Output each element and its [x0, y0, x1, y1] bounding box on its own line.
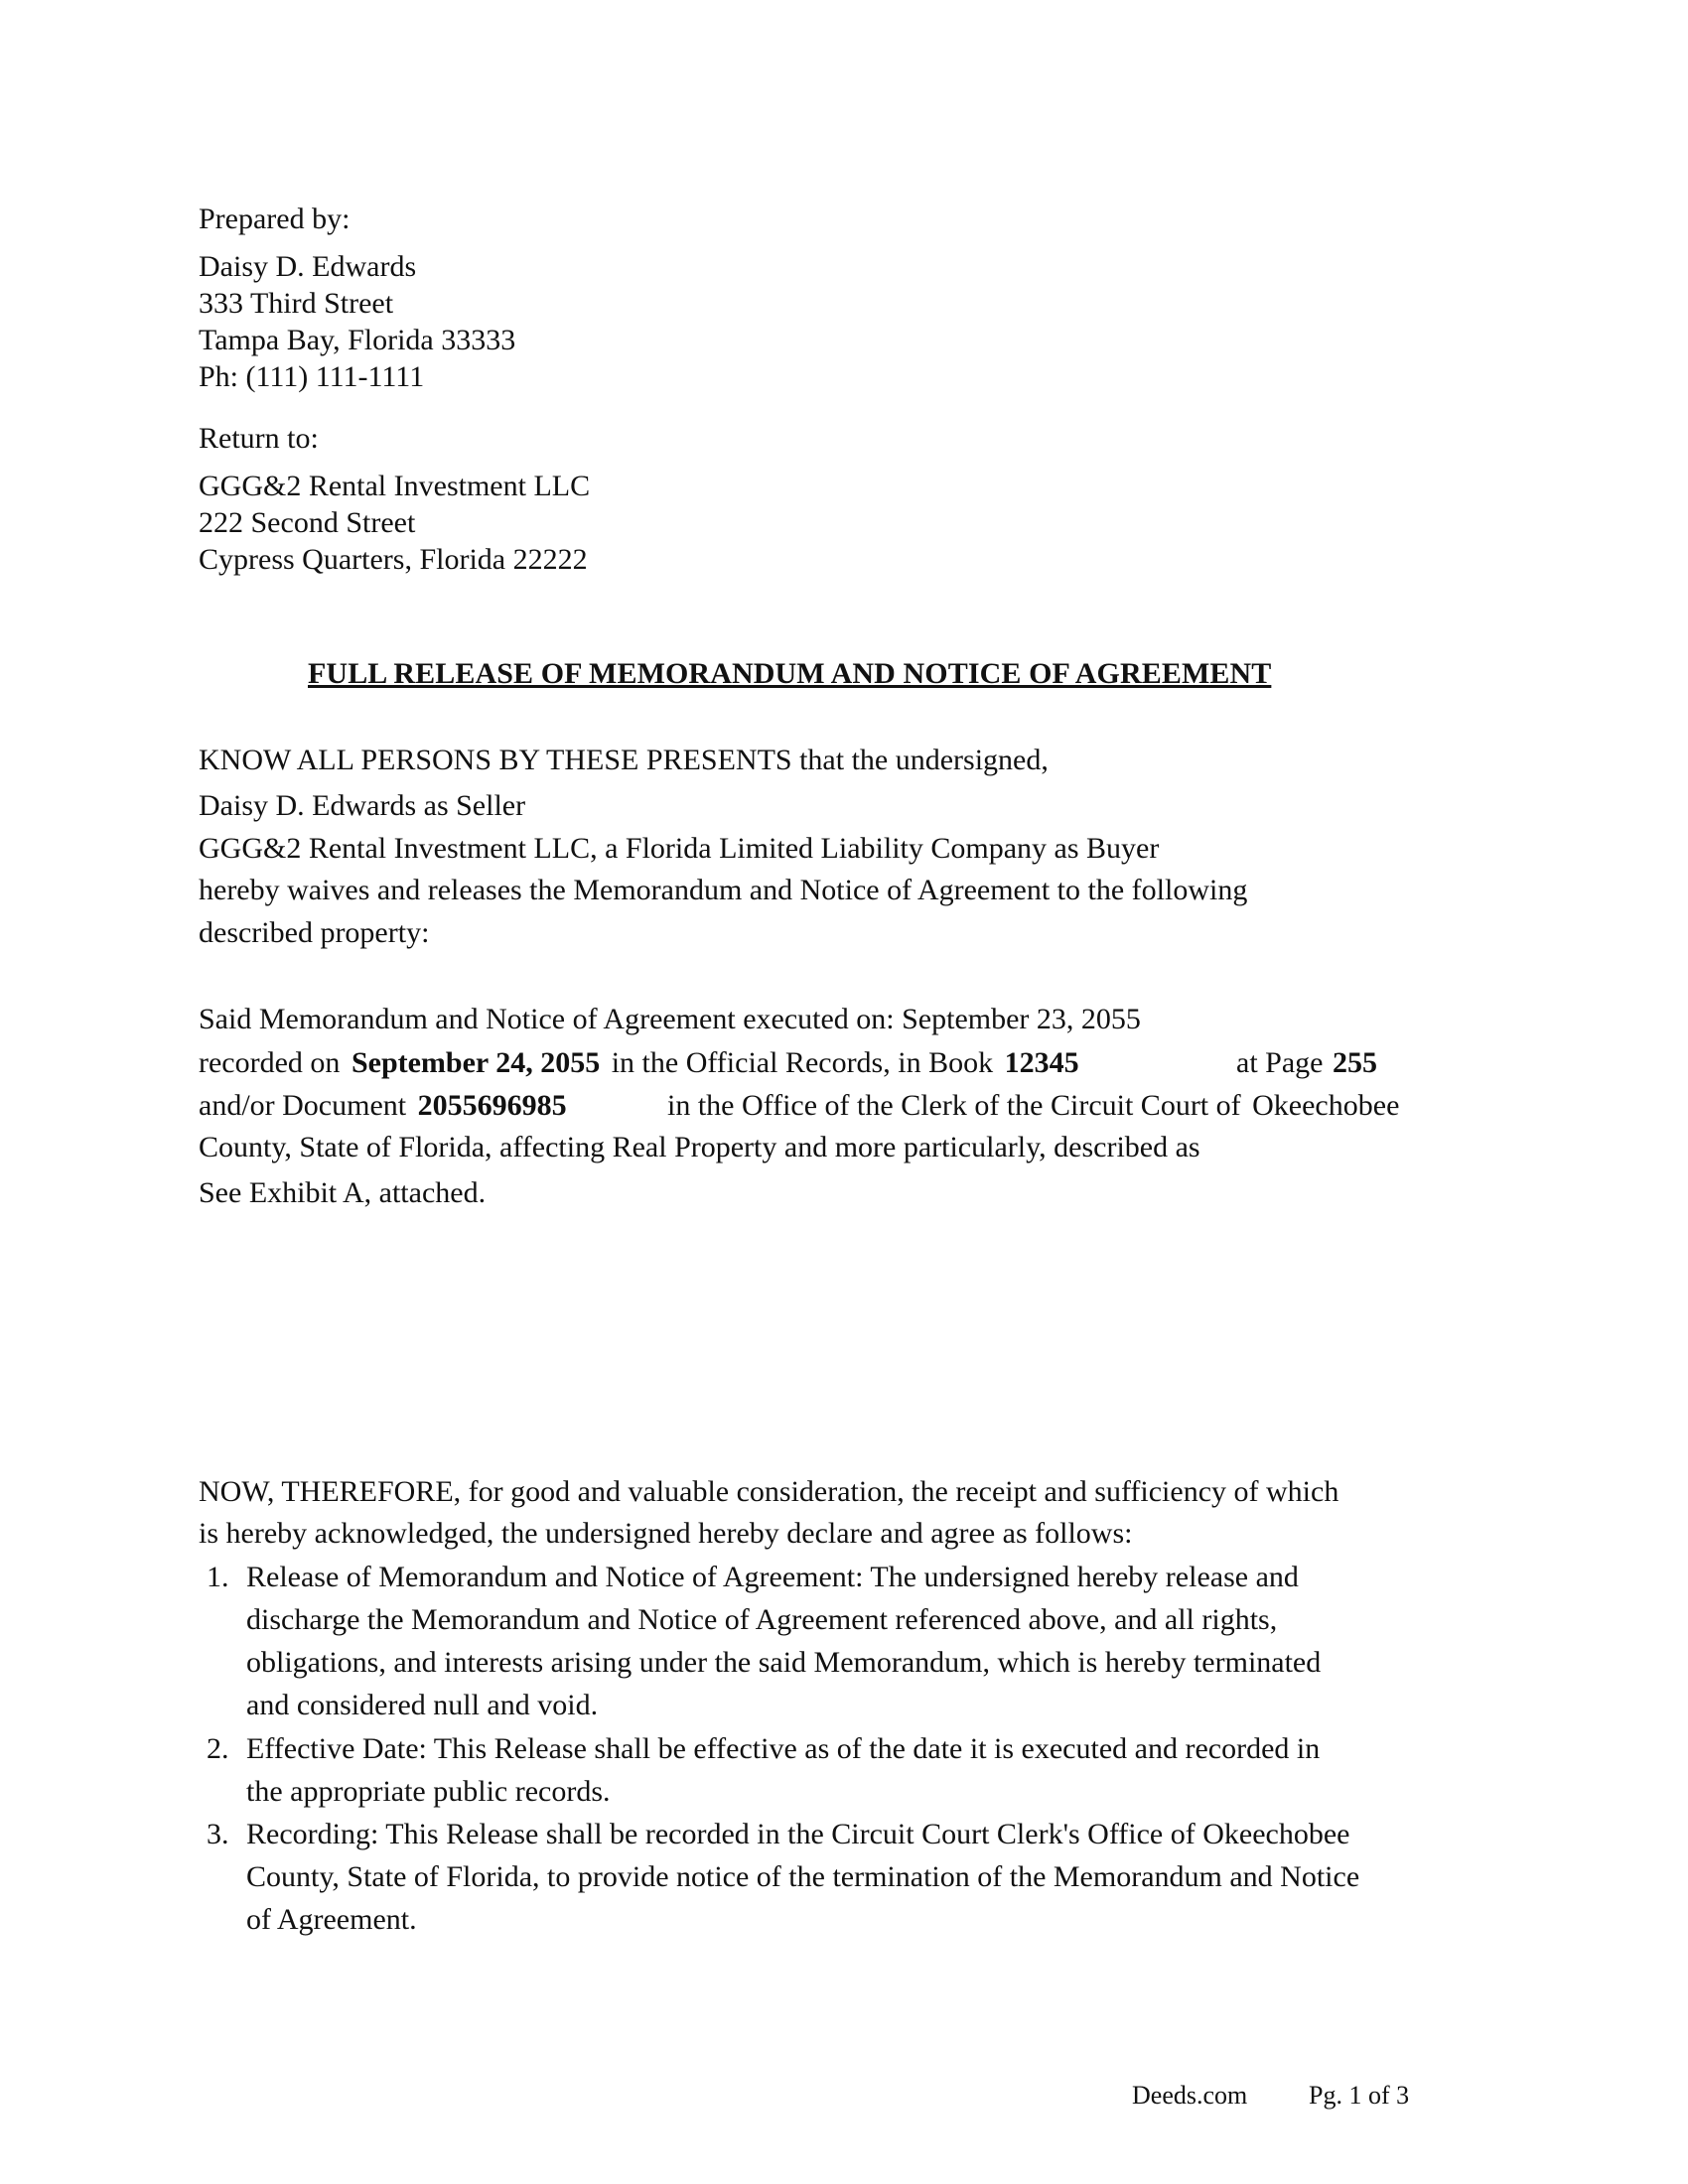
return-street: 222 Second Street [199, 506, 416, 539]
return-name: GGG&2 Rental Investment LLC [199, 470, 591, 502]
list-item-line: and considered null and void. [246, 1689, 599, 1721]
page-ref [1236, 1048, 1377, 1078]
document-number: 2055696985 [417, 1089, 567, 1122]
preparer-street: 333 Third Street [199, 287, 394, 320]
page-label: at Page [1236, 1046, 1324, 1079]
list-item-line: Effective Date: This Release shall be effective as of the date it is executed and recorded in [246, 1732, 1321, 1765]
list-item-line: discharge the Memorandum and Notice of Agreement referenced above, and all rights, [246, 1603, 1278, 1636]
list-item-number: 2. [207, 1732, 229, 1765]
preparer-name: Daisy D. Edwards [199, 250, 417, 283]
intro-line-3: GGG&2 Rental Investment LLC, a Florida Limited Liability Company as Buyer [199, 832, 1160, 865]
document-prefix: and/or Document [199, 1089, 407, 1122]
intro-line-2: Daisy D. Edwards as Seller [199, 789, 526, 822]
list-item-line: obligations, and interests arising under the said Memorandum, which is hereby terminated [246, 1646, 1322, 1679]
recorded-mid: in the Official Records, in Book [611, 1046, 994, 1079]
list-item-number: 1. [207, 1561, 229, 1593]
list-item-line: of Agreement. [246, 1903, 417, 1936]
document-suffix: in the Office of the Clerk of the Circuit Court of [667, 1089, 1241, 1122]
book-number: 12345 [1004, 1046, 1079, 1079]
consideration-line-2: is hereby acknowledged, the undersigned hereby declare and agree as follows: [199, 1517, 1133, 1550]
county-name: Okeechobee [1252, 1089, 1400, 1122]
list-item-number: 3. [207, 1818, 229, 1850]
footer-site: Deeds.com [1132, 2081, 1248, 2110]
intro-line-5: described property: [199, 916, 430, 949]
document-title: FULL RELEASE OF MEMORANDUM AND NOTICE OF AGREEMENT [308, 657, 1272, 690]
return-city: Cypress Quarters, Florida 22222 [199, 543, 588, 576]
list-item-line: Release of Memorandum and Notice of Agreement: The undersigned hereby release and [246, 1561, 1299, 1593]
list-item-line: County, State of Florida, to provide notice of the termination of the Memorandum and Notice [246, 1860, 1360, 1893]
record-line-3 [199, 1091, 567, 1121]
intro-line-4: hereby waives and releases the Memorandum and Notice of Agreement to the following [199, 874, 1248, 906]
list-item-line: Recording: This Release shall be recorded in the Circuit Court Clerk's Office of Okeechobee [246, 1818, 1350, 1850]
preparer-city: Tampa Bay, Florida 33333 [199, 324, 516, 356]
intro-line-1: KNOW ALL PERSONS BY THESE PRESENTS that the undersigned, [199, 744, 1049, 776]
record-executed: Said Memorandum and Notice of Agreement executed on: September 23, 2055 [199, 1003, 1141, 1035]
consideration-line-1: NOW, THEREFORE, for good and valuable consideration, the receipt and sufficiency of which [199, 1475, 1339, 1508]
recorded-date: September 24, 2055 [351, 1046, 601, 1079]
return-to-label: Return to: [199, 422, 319, 455]
page-number: 255 [1332, 1046, 1377, 1079]
prepared-by-label: Prepared by: [199, 203, 351, 235]
record-line-3-suffix [667, 1091, 1399, 1121]
footer-page-number: Pg. 1 of 3 [1309, 2081, 1410, 2110]
record-line-4: County, State of Florida, affecting Real Property and more particularly, described as [199, 1131, 1200, 1163]
record-line-2 [199, 1048, 1079, 1078]
record-line-5: See Exhibit A, attached. [199, 1176, 487, 1209]
recorded-prefix: recorded on [199, 1046, 341, 1079]
preparer-phone: Ph: (111) 111-1111 [199, 360, 425, 393]
list-item-line: the appropriate public records. [246, 1775, 611, 1808]
